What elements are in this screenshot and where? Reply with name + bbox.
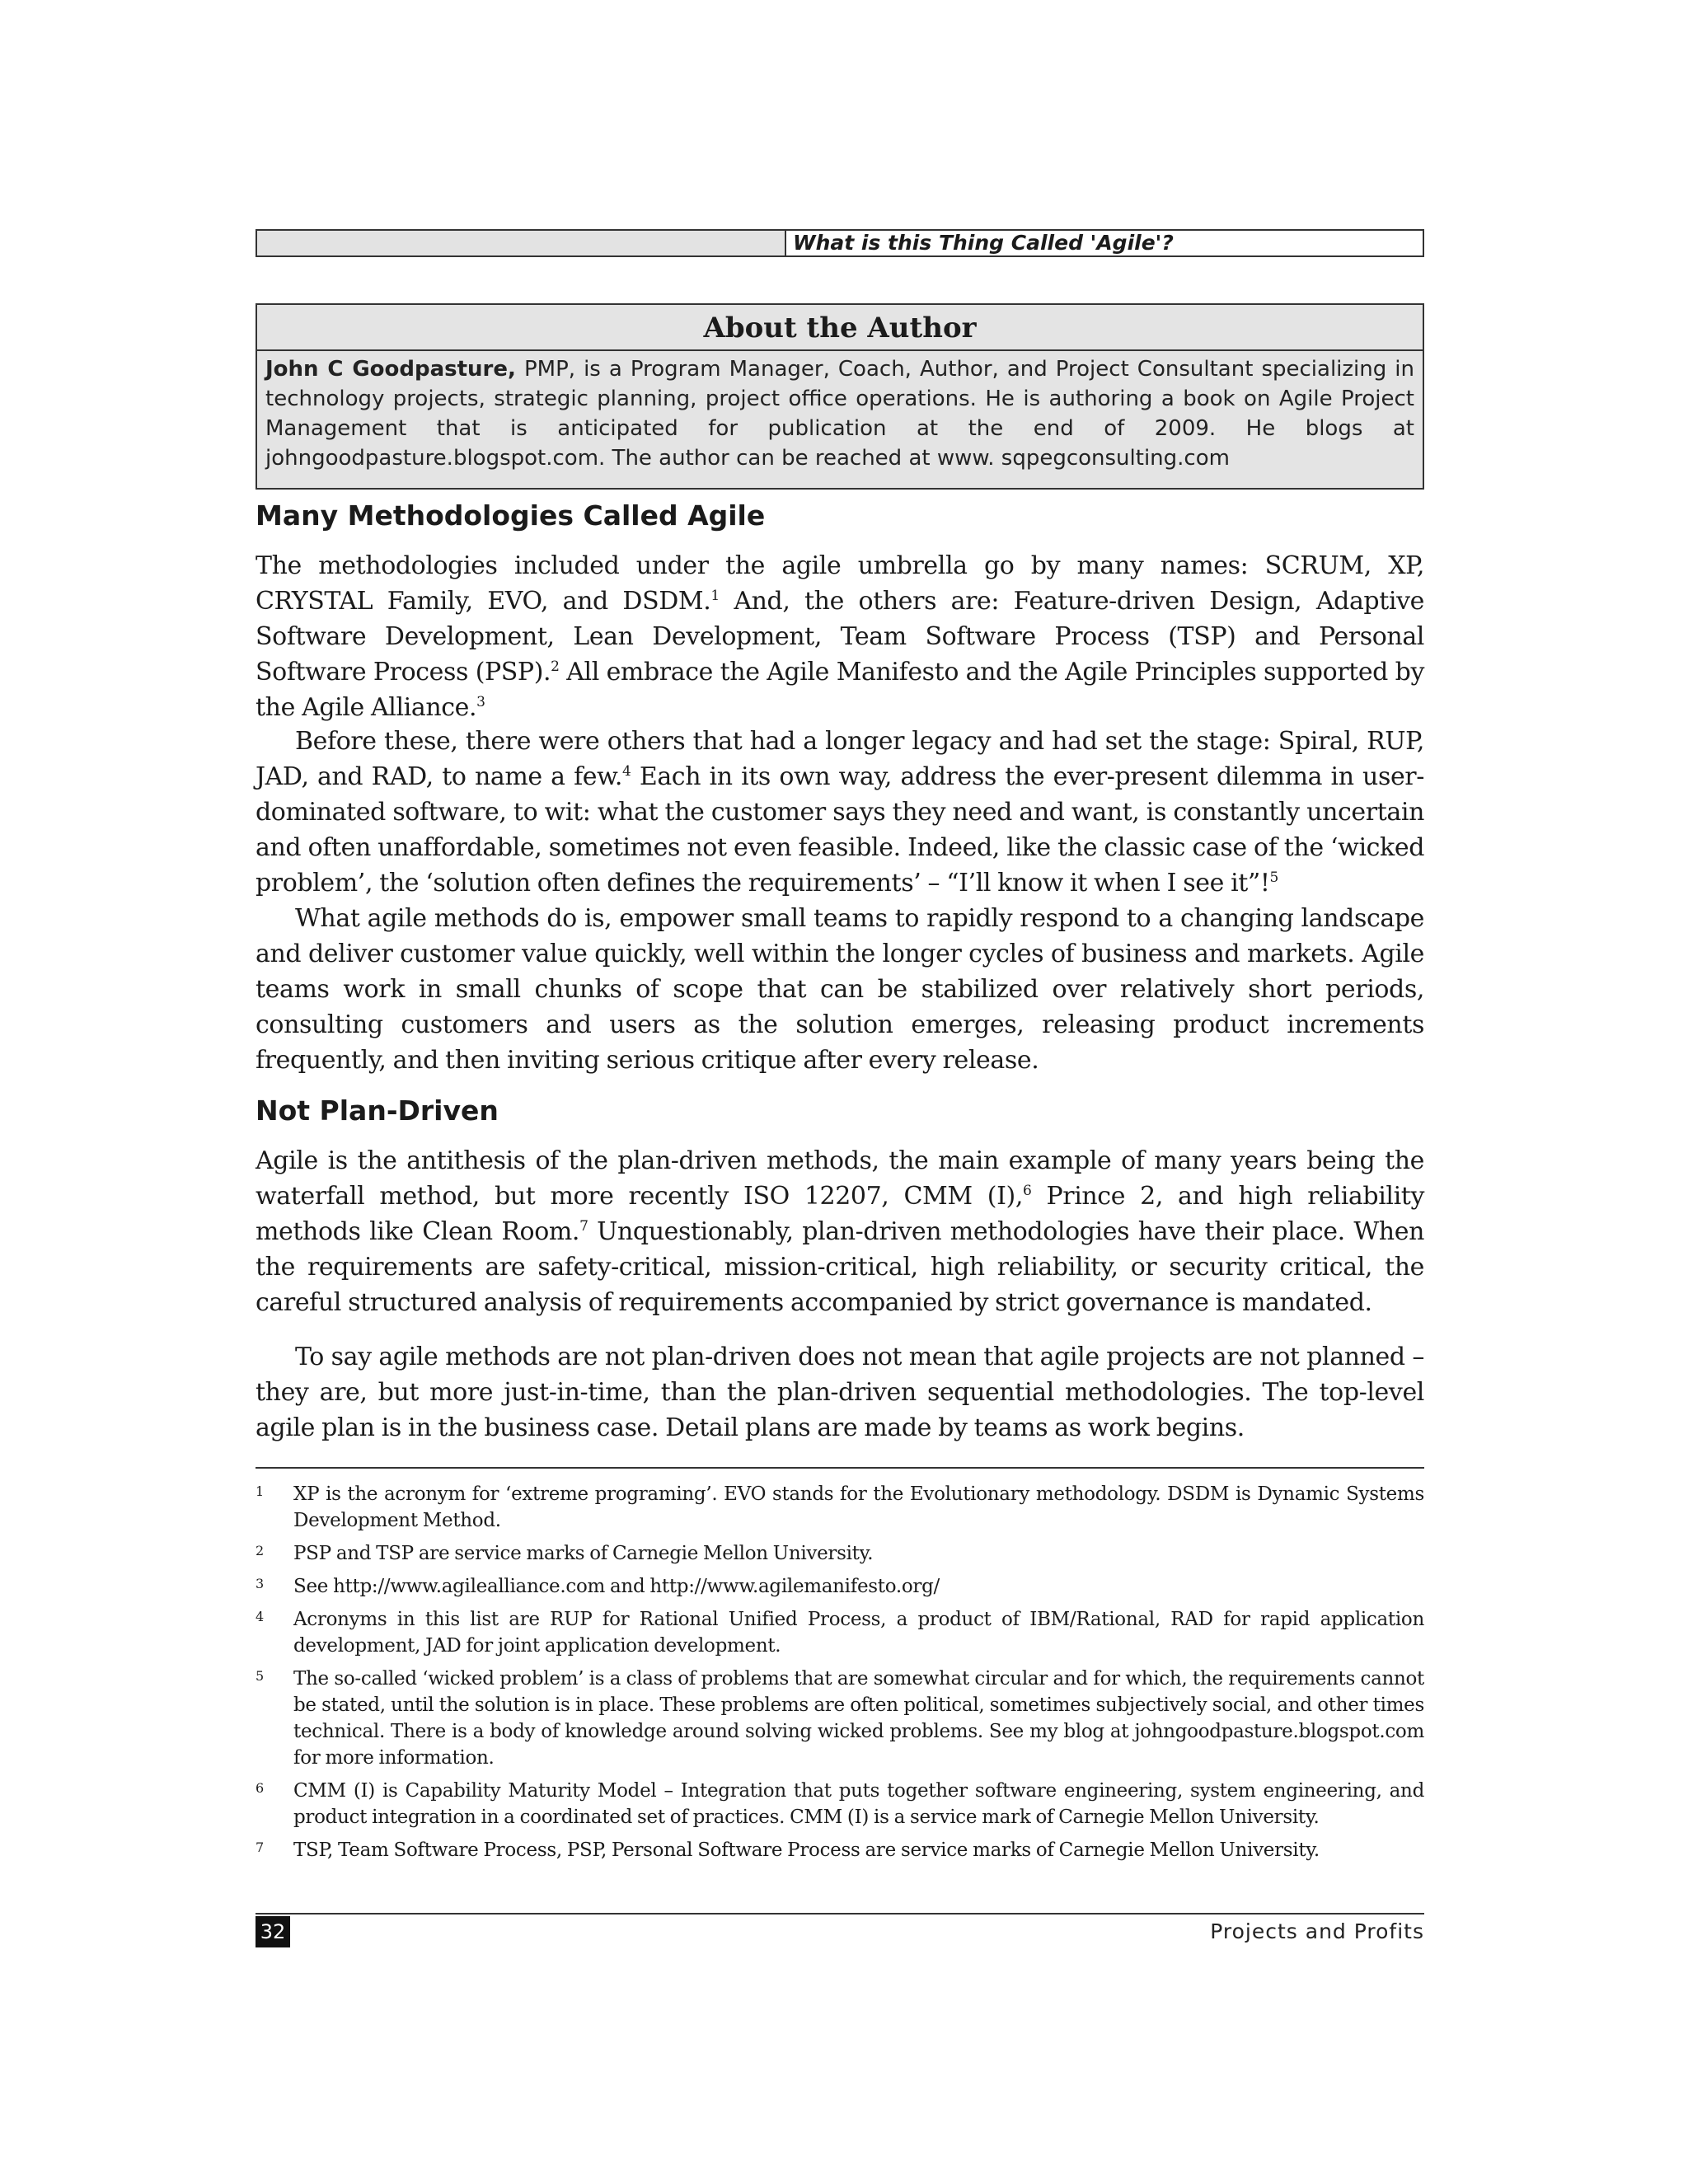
paragraph-methodologies-3: What agile methods do is, empower small teams to rapidly respond to a changing landscape and deliver customer value quickly, well within the longer cycles of business and markets. Agile teams work in small chunks of scope that can be stabilized over relatively short periods, consulting customers and users as the solution emerges, releasing product increments frequently, and then inviting serious critique after every release. (256, 904, 1424, 1075)
footnote-ref-7: 7 (579, 1218, 588, 1235)
footnote-number: 2 (256, 1543, 265, 1558)
footnote-item (256, 1573, 1424, 1600)
footnote-text: The so-called ‘wicked problem’ is a class of problems that are somewhat circular and for which, the requirements cannot be stated, until the solution is in place. These problems are often political, sometimes subjectively social, and other times technical. There is a body of knowledge around solving wicked problems. See my blog at johngoodpasture.blogspot.com for more information. (293, 1668, 1424, 1769)
footnote-item (256, 1666, 1424, 1771)
footnote-item (256, 1481, 1424, 1534)
footnote-text: CMM (I) is Capability Maturity Model – Integration that puts together software engineering, system engineering, and product integration in a coordinated set of practices. CMM (I) is a service mark of Carnegie Mellon University. (293, 1780, 1424, 1828)
footnote-separator (256, 1467, 1424, 1469)
footnote-text: Acronyms in this list are RUP for Rational Unified Process, a product of IBM/Rational, RAD for rapid application development, JAD for joint application development. (293, 1609, 1424, 1657)
text-run: All embrace the Agile Manifesto and the Agile Principles supported by the Agile Alliance. (256, 658, 1425, 722)
footnote-text: PSP and TSP are service marks of Carnegie Mellon University. (293, 1543, 874, 1564)
running-header-blank-cell (257, 231, 785, 255)
footer-rule (256, 1913, 1424, 1915)
page-number: 32 (256, 1916, 290, 1947)
text-run: Prince 2, and high reliability methods like Clean Room. (256, 1182, 1424, 1246)
footnote-item (256, 1837, 1424, 1863)
section-heading-not-plan-driven: Not Plan-Driven (256, 1094, 499, 1127)
footnote-text: See http://www.agilealliance.com and http://www.agilemanifesto.org/ (293, 1576, 940, 1597)
text-run: Each in its own way, address the ever-present dilemma in user-dominated software, to wit: what the customer says they need and want, is constantly uncertain and often unaffordable, sometimes not even feasible. Indeed, like the classic case of the ‘wicked problem’, the ‘solution often defines the requirements’ – “I’ll know it when I see it”! (256, 762, 1424, 898)
footnote-number: 6 (256, 1780, 265, 1796)
footnote-text: TSP, Team Software Process, PSP, Personal Software Process are service marks of Carnegie Mellon University. (293, 1840, 1320, 1861)
footnote-text: XP is the acronym for ‘extreme programing’. EVO stands for the Evolutionary methodology. DSDM is Dynamic Systems Development Method. (293, 1483, 1424, 1531)
footnote-ref-6: 6 (1022, 1183, 1032, 1199)
footnote-ref-2: 2 (551, 658, 560, 675)
footnote-number: 4 (256, 1609, 265, 1624)
footnote-ref-5: 5 (1269, 869, 1278, 886)
paragraph-methodologies-2 (256, 724, 1424, 901)
footnote-item (256, 1778, 1424, 1830)
about-author-title: About the Author (257, 312, 1423, 351)
text-run: Before these, there were others that had a longer legacy and had set the stage: Spiral, RUP, JAD, and RAD, to name a few. (256, 727, 1424, 791)
text-run: And, the others are: Feature-driven Design, Adaptive Software Development, Lean Development, Team Software Process (TSP) and Personal Software Process (PSP). (256, 587, 1424, 687)
footnote-number: 5 (256, 1668, 265, 1684)
text-run: The methodologies included under the agile umbrella go by many names: SCRUM, XP, CRYSTAL Family, EVO, and DSDM. (256, 551, 1424, 616)
footnote-ref-3: 3 (476, 694, 485, 710)
footnote-item (256, 1540, 1424, 1567)
footnotes (256, 1481, 1424, 1870)
author-bio-text: PMP, is a Program Manager, Coach, Author, and Project Consultant specializing in technology projects, strategic planning, project office operations. He is authoring a book on Agile Project Management that is anticipated for publication at the end of 2009. He blogs at johngoodpasture.blogspot.com. The author can be reached at www. sqpegconsulting.com (265, 357, 1415, 471)
footnote-number: 7 (256, 1840, 265, 1855)
author-name: John C Goodpasture, (265, 357, 516, 382)
about-author-bio (257, 351, 1423, 473)
book-title: Projects and Profits (1210, 1919, 1424, 1943)
text-run: Agile is the antithesis of the plan-driven methods, the main example of many years being the waterfall method, but more recently ISO 12207, CMM (I), (256, 1146, 1424, 1211)
paragraph-not-plan-driven-1 (256, 1143, 1424, 1320)
footnote-ref-4: 4 (621, 763, 631, 780)
footnote-ref-1: 1 (710, 588, 720, 604)
about-author-box (256, 303, 1424, 490)
text-run: Unquestionably, plan-driven methodologies have their place. When the requirements are safety-critical, mission-critical, high reliability, or security critical, the careful structured analysis of requirements accompanied by strict governance is mandated. (256, 1217, 1424, 1317)
paragraph-methodologies-1 (256, 548, 1424, 725)
running-header-title: What is this Thing Called 'Agile'? (785, 231, 1423, 255)
section-heading-methodologies: Many Methodologies Called Agile (256, 499, 766, 532)
running-header (256, 229, 1424, 257)
footnote-number: 1 (256, 1483, 265, 1499)
paragraph-not-plan-driven-2: To say agile methods are not plan-driven does not mean that agile projects are not planned – they are, but more just-in-time, than the plan-driven sequential methodologies. The top-level agile plan is in the business case. Detail plans are made by teams as work begins. (256, 1343, 1424, 1442)
footnote-item (256, 1606, 1424, 1659)
footnote-number: 3 (256, 1576, 265, 1591)
